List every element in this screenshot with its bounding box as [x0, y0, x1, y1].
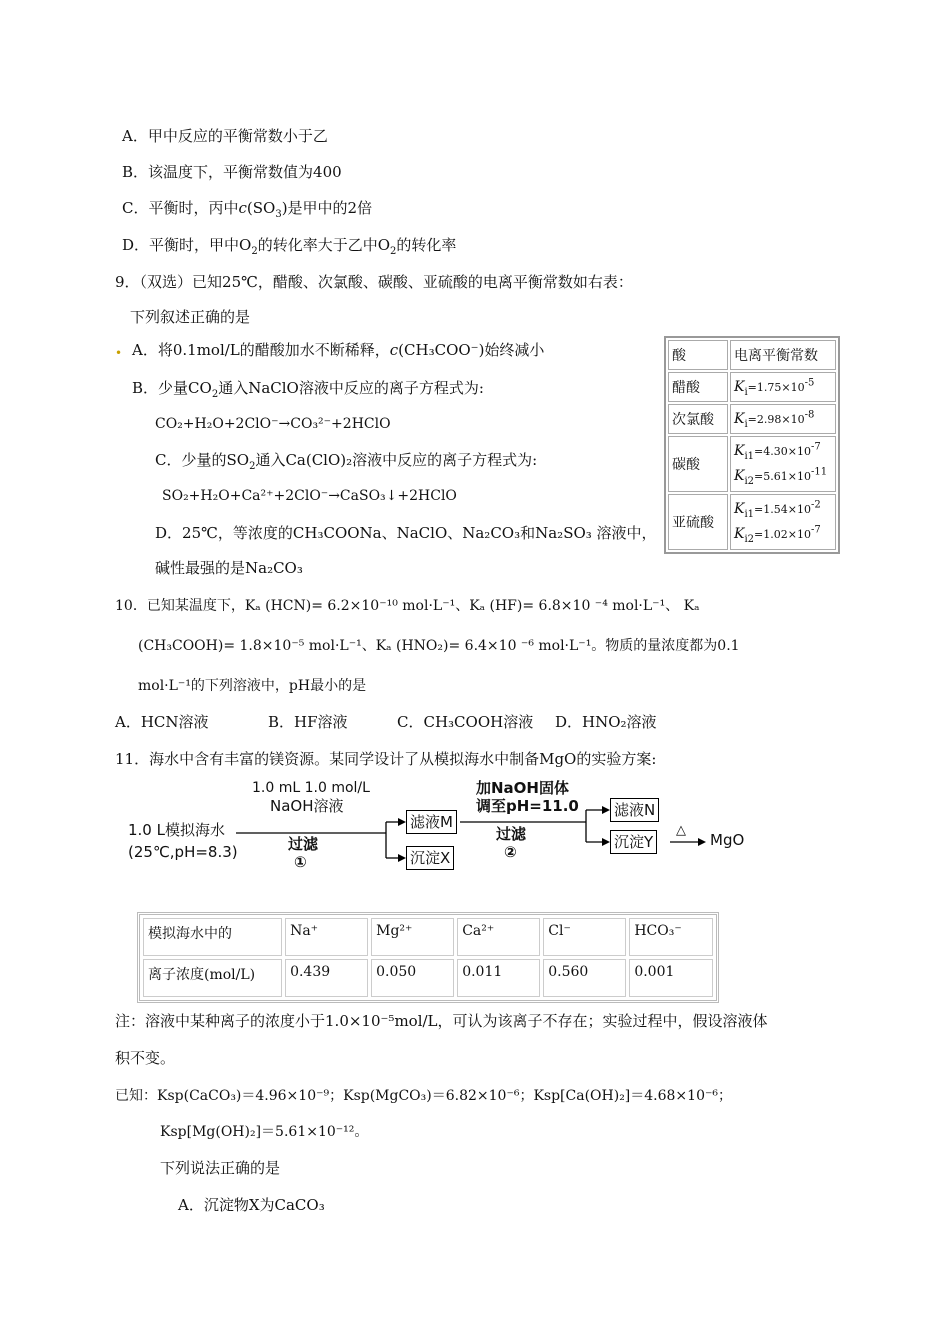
arrow-to-x	[398, 854, 406, 862]
step2-number: ②	[504, 843, 517, 861]
q11-known-line2: Ksp[Mg(OH)₂]＝5.61×10⁻¹²。	[160, 1124, 369, 1140]
ka-carbonic: $K_{i1}=4.30\times 10^{-7}$ $K_{i2}=5.61\times 10^{-11}$	[730, 436, 836, 492]
arrow-to-m	[398, 818, 406, 826]
q11-known-line1: 已知：Ksp(CaCO₃)＝4.96×10⁻⁹；Ksp(MgCO₃)＝6.82×10⁻⁶；Ksp[Ca(OH)₂]＝4.68×10⁻⁶；	[115, 1088, 732, 1104]
q8-option-b: B．该温度下，平衡常数值为400	[122, 163, 342, 181]
q11-prompt: 下列说法正确的是	[160, 1159, 281, 1177]
step1-reagent: 1.0 mL 1.0 mol/L	[252, 780, 370, 796]
acid-name-carbonic: 碳酸	[668, 436, 728, 492]
ion-concentration-table	[137, 912, 719, 1003]
acid-name-sulfurous: 亚硫酸	[668, 494, 728, 550]
q9-option-d-line2: 碱性最强的是Na₂CO₃	[155, 559, 303, 577]
q11-note-line2: 积不变。	[115, 1049, 176, 1067]
acid-name-hypochlorous: 次氯酸	[668, 404, 728, 434]
product-mgo: MgO	[710, 831, 745, 849]
step1-filter: 过滤	[288, 835, 319, 853]
ion-value: 0.001	[629, 959, 713, 997]
q10-stem-line2: (CH₃COOH)= 1.8×10⁻⁵ mol·L⁻¹、Kₐ (HNO₂)= 6.4×10 ⁻⁶ mol·L⁻¹。物质的量浓度都为0.1	[138, 638, 740, 654]
arrow-to-n	[602, 806, 610, 814]
ion-header: HCO₃⁻	[629, 918, 713, 956]
ionization-constant-table	[664, 336, 840, 554]
bullet-dot: •	[115, 346, 123, 360]
q9-option-b: B．少量$CO_2$通入NaClO溶液中反应的离子方程式为:	[132, 379, 484, 400]
q11-note-line1: 注：溶液中某种离子的浓度小于1.0×10⁻⁵mol/L，可认为该离子不存在；实验过程中，假设溶液体	[115, 1012, 768, 1030]
q9-option-d-line1: D．25℃，等浓度的CH₃COONa、NaClO、Na₂CO₃和Na₂SO₃ 溶液中，	[155, 524, 657, 542]
q10-stem-line3: mol·L⁻¹的下列溶液中，pH最小的是	[138, 678, 367, 694]
precipitate-x-box: 沉淀X	[406, 846, 454, 870]
q8-option-d: D．平衡时，甲中$O_2$的转化率大于乙中$O_2$的转化率	[122, 236, 457, 257]
q8-option-a: A．甲中反应的平衡常数小于乙	[122, 127, 328, 145]
q9-equation-b: CO₂+H₂O+2ClO⁻→CO₃²⁻+2HClO	[155, 416, 391, 432]
q10-option-d: D．HNO₂溶液	[555, 713, 657, 731]
process-flowchart	[124, 778, 764, 882]
q10-option-a: A．HCN溶液	[115, 713, 209, 731]
q9-option-a: A．将0.1mol/L的醋酸加水不断稀释，c(CH₃COO⁻)始终减小	[132, 341, 545, 359]
table-label-1: 模拟海水中的	[143, 918, 282, 956]
filtrate-m-box: 滤液M	[406, 810, 457, 834]
precipitate-y-box: 沉淀Y	[610, 830, 657, 854]
ion-header: Mg²⁺	[371, 918, 454, 956]
ion-header: Na⁺	[285, 918, 368, 956]
q8-option-c: C．平衡时，丙中$c(SO_3)$是甲中的2倍	[122, 199, 373, 220]
step1-number: ①	[294, 853, 307, 871]
table-header-constant: 电离平衡常数	[730, 340, 836, 370]
ion-value: 0.439	[285, 959, 368, 997]
q11-stem: 11．海水中含有丰富的镁资源。某同学设计了从模拟海水中制备MgO的实验方案:	[115, 750, 657, 768]
arrow-to-y	[602, 838, 610, 846]
filtrate-n-box: 滤液N	[610, 798, 659, 822]
step2-condition: 调至pH=11.0	[476, 797, 579, 815]
acid-name-acetic: 醋酸	[668, 372, 728, 402]
q10-option-c: C．CH₃COOH溶液	[397, 713, 534, 731]
q9-prompt: 下列叙述正确的是	[130, 308, 251, 326]
ion-header: Ca²⁺	[457, 918, 540, 956]
q9-option-c: C．少量的$SO_2$通入Ca(ClO)₂溶液中反应的离子方程式为:	[155, 451, 538, 472]
ion-header: Cl⁻	[543, 918, 626, 956]
q9-stem: 9．（双选）已知25℃，醋酸、次氯酸、碳酸、亚硫酸的电离平衡常数如右表：	[115, 273, 633, 291]
start-condition: (25℃,pH=8.3)	[128, 843, 238, 861]
ion-value: 0.560	[543, 959, 626, 997]
ka-sulfurous: $K_{i1}=1.54\times 10^{-2}$ $K_{i2}=1.02\times 10^{-7}$	[730, 494, 836, 550]
q9-equation-c: SO₂+H₂O+Ca²⁺+2ClO⁻→CaSO₃↓+2HClO	[162, 488, 457, 504]
q10-option-b: B．HF溶液	[268, 713, 348, 731]
arrow-to-mgo	[698, 838, 706, 846]
ion-value: 0.011	[457, 959, 540, 997]
start-label: 1.0 L模拟海水	[128, 821, 225, 839]
step1-reagent-name: NaOH溶液	[270, 797, 344, 815]
table-header-acid: 酸	[668, 340, 728, 370]
ka-hypochlorous: $K_i=2.98\times 10^{-8}$	[730, 404, 836, 434]
heat-icon: △	[676, 823, 686, 838]
table-label-2: 离子浓度(mol/L)	[143, 959, 282, 997]
step2-filter: 过滤	[496, 825, 527, 843]
ion-value: 0.050	[371, 959, 454, 997]
q10-stem-line1: 10．已知某温度下，Kₐ (HCN)= 6.2×10⁻¹⁰ mol·L⁻¹、Kₐ (HF)= 6.8×10 ⁻⁴ mol·L⁻¹、 Kₐ	[115, 598, 700, 614]
q11-option-a: A．沉淀物X为CaCO₃	[178, 1196, 325, 1214]
ka-acetic: $K_i=1.75\times 10^{-5}$	[730, 372, 836, 402]
step2-reagent: 加NaOH固体	[476, 779, 569, 797]
